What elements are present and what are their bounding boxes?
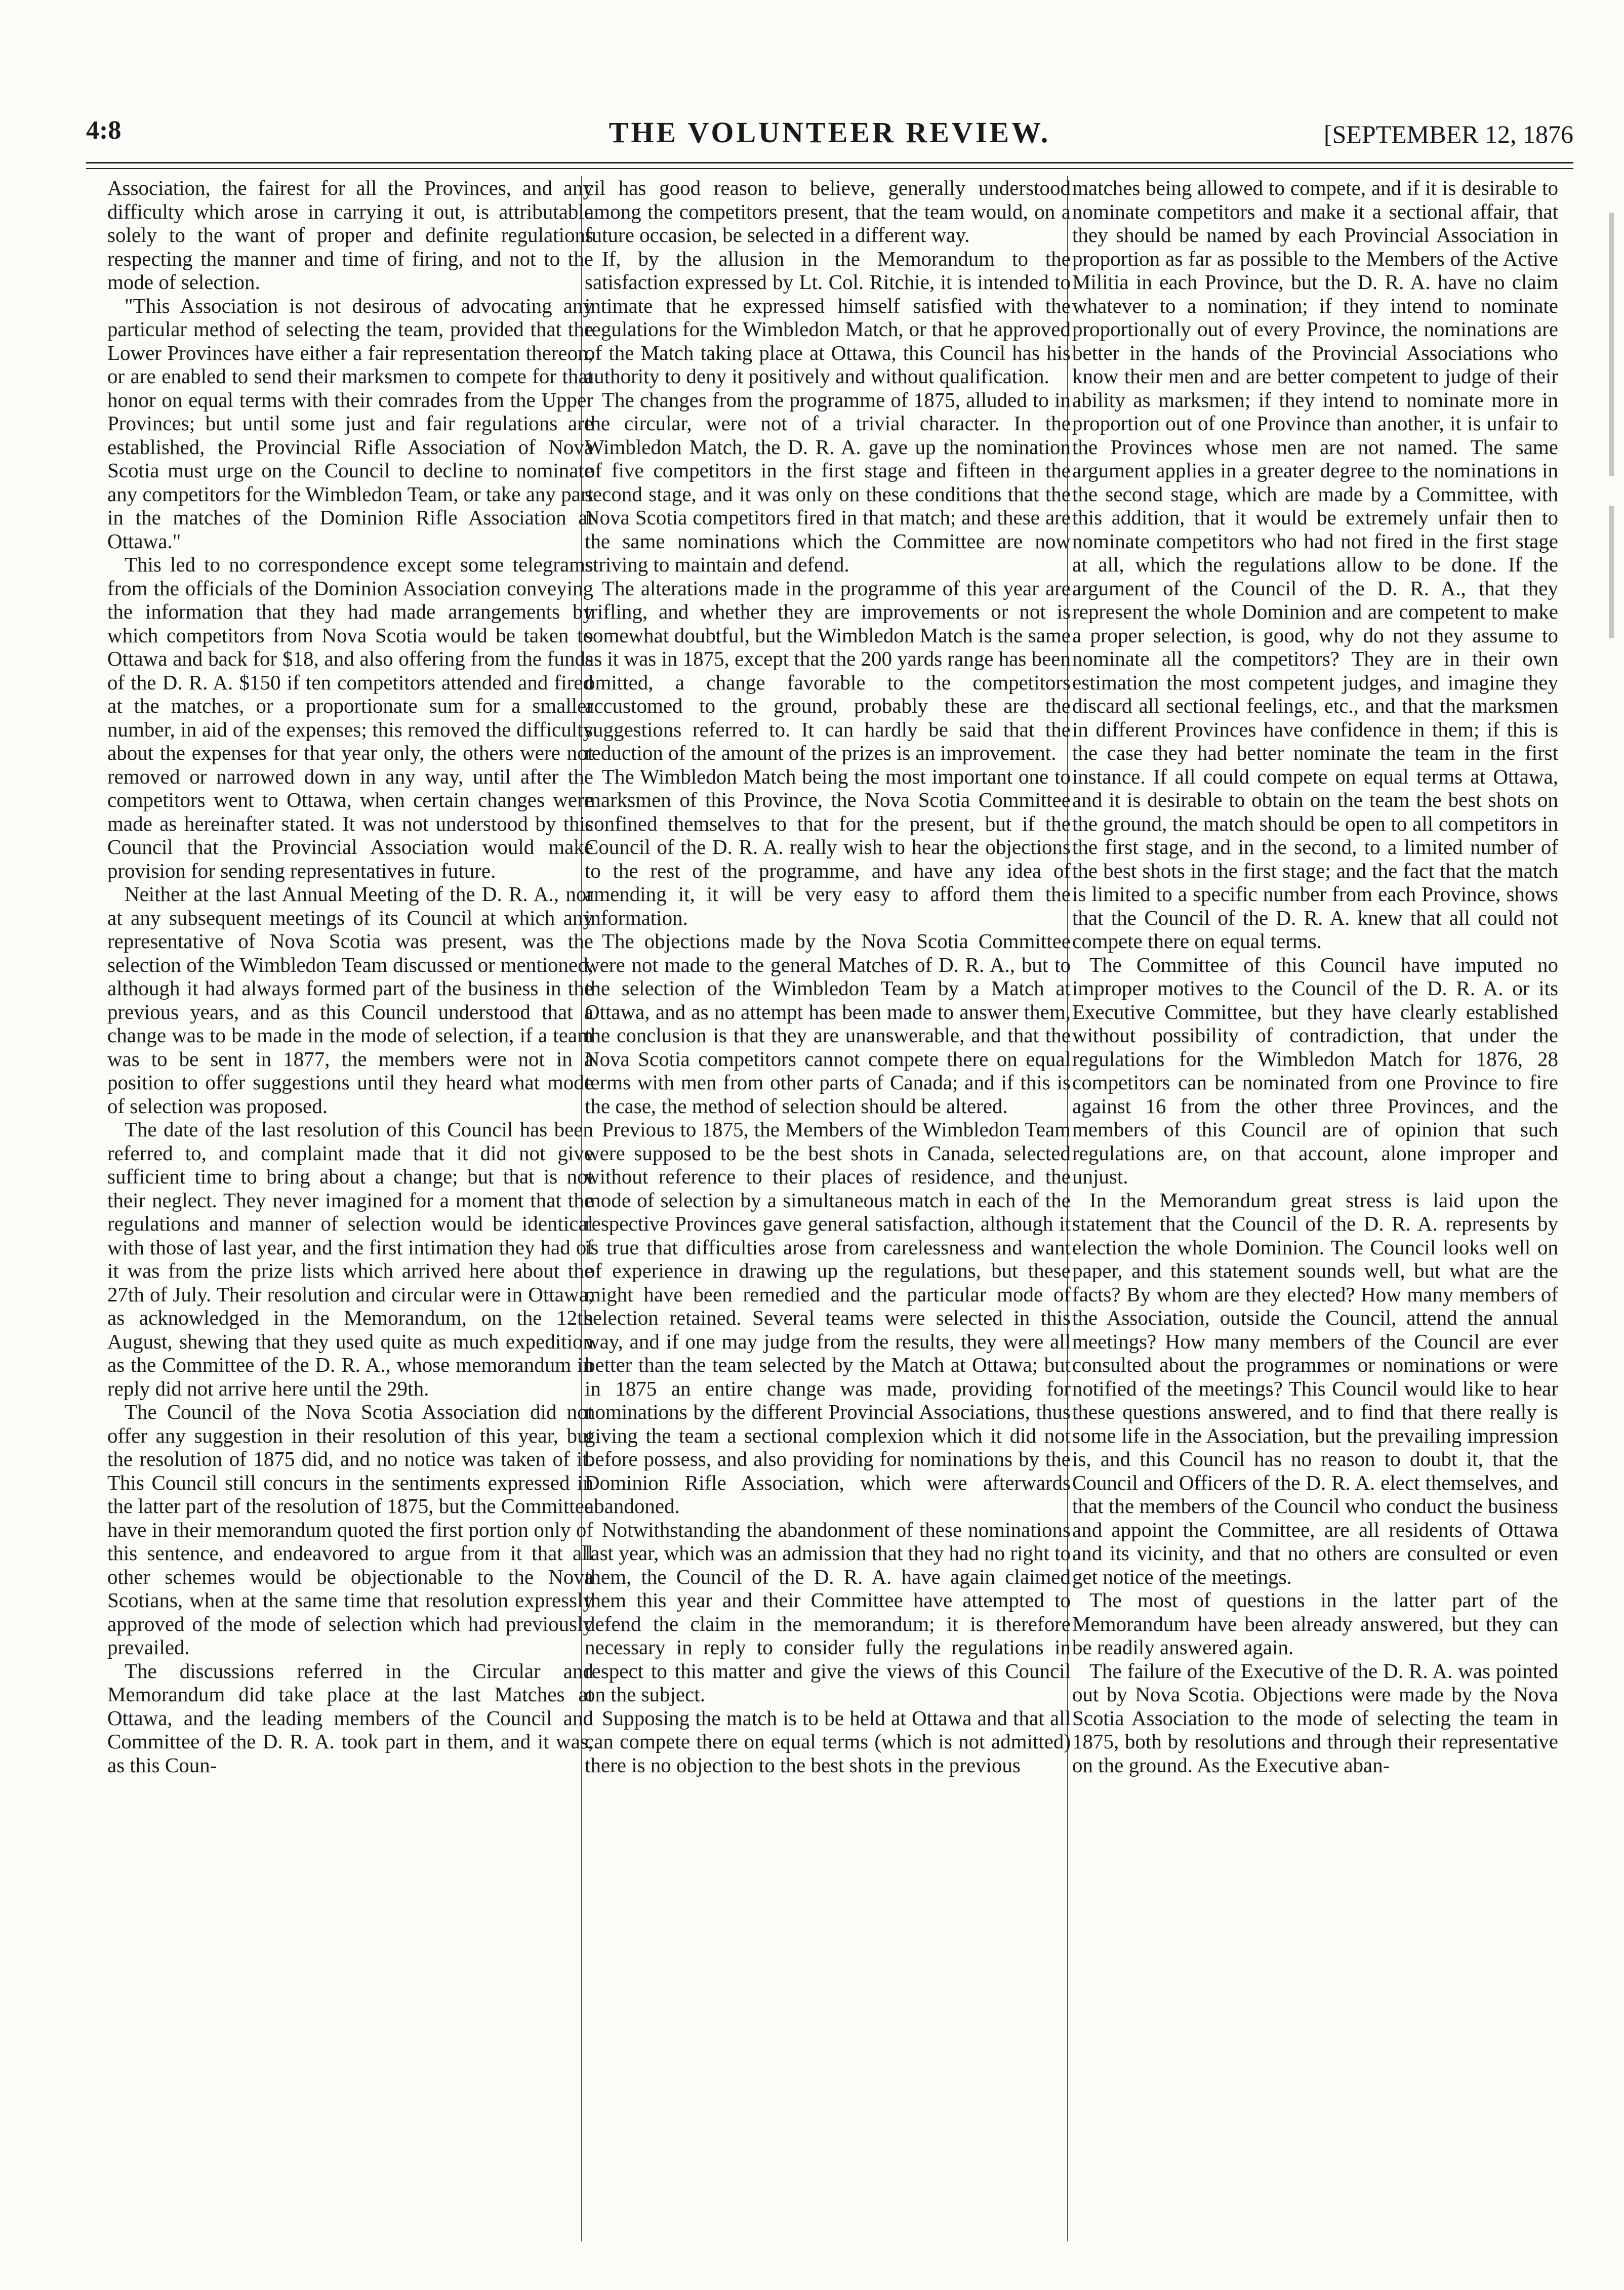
text-column-3 xyxy=(1072,176,1558,2241)
text-column-1 xyxy=(107,176,593,2241)
paragraph: The failure of the Executive of the D. R. A. was pointed out by Nova Scotia. Objections were made by the Nova Scotia Association to the mode of selecting the team in 1875, both by resolutions and through their representative on the ground. As the Executive aban- xyxy=(1072,1659,1558,1777)
paragraph: In the Memorandum great stress is laid upon the statement that the Council of the D. R. A. represents by election the whole Dominion. The Council looks well on paper, and this statement sounds well, but what are the facts? By whom are they elected? How many members of the Association, outside the Council, attend the annual meetings? How many members of the Council are ever consulted about the programmes or nominations or were notified of the meetings? This Council would like to hear these questions answered, and to find that there really is some life in the Association, but the prevailing impression is, and this Council has no reason to doubt it, that the Council and Officers of the D. R. A. elect themselves, and that the members of the Council who conduct the business and appoint the Committee, are all residents of Ottawa and its vicinity, and that no others are consulted or even get notice of the meetings. xyxy=(1072,1188,1558,1588)
paragraph: The date of the last resolution of this Council has been referred to, and complaint made that it did not give sufficient time to bring about a change; but that is not their neglect. They never imagined for a moment that the regulations and manner of selection would be identical with those of last year, and the first intimation they had of it was from the prize lists which arrived here about the 27th of July. Their resolution and circular were in Ottawa, as acknowledged in the Memorandum, on the 12th August, shewing that they used quite as much expedition as the Committee of the D. R. A., whose memorandum in reply did not arrive here until the 29th. xyxy=(107,1118,593,1400)
paragraph: Notwithstanding the abandonment of these nominations last year, which was an admission that they had no right to them, the Council of the D. R. A. have again claimed them this year and their Committee have attempted to defend the claim in the memorandum; it is therefore necessary in reply to consider fully the regulations in respect to this matter and give the views of this Council on the subject. xyxy=(585,1518,1071,1706)
page-header xyxy=(86,115,1573,161)
paragraph: "This Association is not desirous of advocating any particular method of selecting the team, provided that the Lower Provinces have either a fair representation thereon, or are enabled to send their marksmen to compete for that honor on equal terms with their comrades from the Upper Provinces; but until some just and fair regulations are established, the Provincial Rifle Association of Nova Scotia must urge on the Council to decline to nominate any competitors for the Wimbledon Team, or take any part in the matches of the Dominion Rifle Association at Ottawa." xyxy=(107,294,593,553)
paragraph: The most of questions in the latter part of the Memorandum have been already answered, but they can be readily answered again. xyxy=(1072,1588,1558,1659)
paragraph: The Committee of this Council have imputed no improper motives to the Council of the D. R. A. or its Executive Committee, but they have clearly established without possibility of contradiction, that under the regulations for the Wimbledon Match for 1876, 28 competitors can be nominated from one Province to fire against 16 from the other three Provinces, and the members of this Council are of opinion that such regulations are, on that account, alone improper and unjust. xyxy=(1072,953,1558,1188)
paragraph: The changes from the programme of 1875, alluded to in the circular, were not of a trivial character. In the Wimbledon Match, the D. R. A. gave up the nomination of five competitors in the first stage and fifteen in the second stage, and it was only on these conditions that the Nova Scotia competitors fired in that match; and these are the same nominations which the Committee are now striving to maintain and defend. xyxy=(585,388,1071,576)
paragraph: Association, the fairest for all the Provinces, and any difficulty which arose in carrying it out, is attributable solely to the want of proper and definite regulations respecting the manner and time of firing, and not to the mode of selection. xyxy=(107,176,593,294)
paragraph: Supposing the match is to be held at Ottawa and that all can compete there on equal terms (which is not admitted) there is no objection to the best shots in the previous xyxy=(585,1706,1071,1777)
header-rule-thin xyxy=(86,168,1573,169)
paragraph: matches being allowed to compete, and if it is desirable to nominate competitors and make it a sectional affair, that they should be named by each Provincial Association in proportion as far as possible to the Members of the Active Militia in each Province, but the D. R. A. have no claim whatever to a nomination; if they intend to nominate proportionally out of every Province, the nominations are better in the hands of the Provincial Associations who know their men and are better competent to judge of their ability as marksmen; if they intend to nominate more in proportion out of one Province than another, it is unfair to the Provinces whose men are not named. The same argument applies in a greater degree to the nominations in the second stage, which are made by a Committee, with this addition, that it would be extremely unfair then to nominate competitors who had not fired in the first stage at all, which the regulations allow to be done. If the argument of the Council of the D. R. A., that they represent the whole Dominion and are competent to make a proper selection, is good, why do not they assume to nominate all the competitors? They are in their own estimation the most competent judges, and imagine they discard all sectional feelings, etc., and that the marksmen in different Provinces have confidence in them; if this is the case they had better nominate the team in the first instance. If all could compete on equal terms at Ottawa, and it is desirable to obtain on the team the best shots on the ground, the match should be open to all competitors in the first stage, and in the second, to a limited number of the best shots in the first stage; and the fact that the match is limited to a specific number from each Province, shows that the Council of the D. R. A. knew that all could not compete there on equal terms. xyxy=(1072,176,1558,953)
publication-title: THE VOLUNTEER REVIEW. xyxy=(608,116,1051,149)
paragraph: The Wimbledon Match being the most important one to marksmen of this Province, the Nova Scotia Committee confined themselves to that for the present, but if the Council of the D. R. A. really wish to hear the objections to the rest of the programme, and have any idea of amending it, it will be very easy to afford them the information. xyxy=(585,764,1071,929)
text-column-2 xyxy=(585,176,1071,2241)
paragraph: The objections made by the Nova Scotia Committee were not made to the general Matches of D. R. A., but to the selection of the Wimbledon Team by a Match at Ottawa, and as no attempt has been made to answer them, the conclusion is that they are unanswerable, and that the Nova Scotia competitors cannot compete there on equal terms with men from other parts of Canada; and if this is the case, the method of selection should be altered. xyxy=(585,929,1071,1118)
scan-edge-noise xyxy=(1609,506,1614,638)
header-rule-thick xyxy=(86,162,1573,163)
paragraph: cil has good reason to believe, generally understood among the competitors present, that the team would, on a future occasion, be selected in a different way. xyxy=(585,176,1071,247)
paragraph: This led to no correspondence except some telegrams from the officials of the Dominion Association conveying the information that they had made arrangements by which competitors from Nova Scotia would be taken to Ottawa and back for $18, and also offering from the funds of the D. R. A. $150 if ten competitors attended and fired at the matches, or a proportionate sum for a smaller number, in aid of the expenses; this removed the difficulty about the expenses for that year only, the others were not removed or narrowed down in any way, until after the competitors went to Ottawa, when certain changes were made as hereinafter stated. It was not understood by this Council that the Provincial Association would make provision for sending representatives in future. xyxy=(107,553,593,882)
paragraph: Previous to 1875, the Members of the Wimbledon Team were supposed to be the best shots in Canada, selected without reference to their places of residence, and the mode of selection by a simultaneous match in each of the respective Provinces gave general satisfaction, although it is true that difficulties arose from carelessness and want of experience in drawing up the regulations, but these might have been remedied and the particular mode of selection retained. Several teams were selected in this way, and if one may judge from the results, they were all better than the team selected by the Match at Ottawa; but in 1875 an entire change was made, providing for nominations by the different Provincial Associations, thus giving the team a sectional complexion which it did not before possess, and also providing for nominations by the Dominion Rifle Association, which were afterwards abandoned. xyxy=(585,1118,1071,1518)
issue-date: [SEPTEMBER 12, 1876 xyxy=(1323,120,1573,148)
paragraph: The alterations made in the programme of this year are trifling, and whether they are improvements or not is somewhat doubtful, but the Wimbledon Match is the same as it was in 1875, except that the 200 yards range has been omitted, a change favorable to the competitors accustomed to the ground, probably these are the suggestions referred to. It can hardly be said that the reduction of the amount of the prizes is an improvement. xyxy=(585,576,1071,764)
paragraph: Neither at the last Annual Meeting of the D. R. A., nor at any subsequent meetings of its Council at which any representative of Nova Scotia was present, was the selection of the Wimbledon Team discussed or mentioned, although it had always formed part of the business in the previous years, and as this Council understood that a change was to be made in the mode of selection, if a team was to be sent in 1877, the members were not in a position to offer suggestions until they heard what mode of selection was proposed. xyxy=(107,882,593,1118)
paragraph: The discussions referred in the Circular and Memorandum did take place at the last Matches at Ottawa, and the leading members of the Council and Committee of the D. R. A. took part in them, and it was, as this Coun- xyxy=(107,1659,593,1777)
scan-edge-noise xyxy=(1609,213,1614,476)
page-number: 4:8 xyxy=(86,116,121,145)
paragraph: The Council of the Nova Scotia Association did not offer any suggestion in their resolution of this year, but the resolution of 1875 did, and no notice was taken of it. This Council still concurs in the sentiments expressed in the latter part of the resolution of 1875, but the Committee have in their memorandum quoted the first portion only of this sentence, and endeavored to argue from it that all other schemes would be objectionable to the Nova Scotians, when at the same time that resolution expressly approved of the mode of selection which had previously prevailed. xyxy=(107,1400,593,1659)
paragraph: If, by the allusion in the Memorandum to the satisfaction expressed by Lt. Col. Ritchie, it is intended to intimate that he expressed himself satisfied with the regulations for the Wimbledon Match, or that he approved of the Match taking place at Ottawa, this Council has his authority to deny it positively and without qualification. xyxy=(585,247,1071,388)
